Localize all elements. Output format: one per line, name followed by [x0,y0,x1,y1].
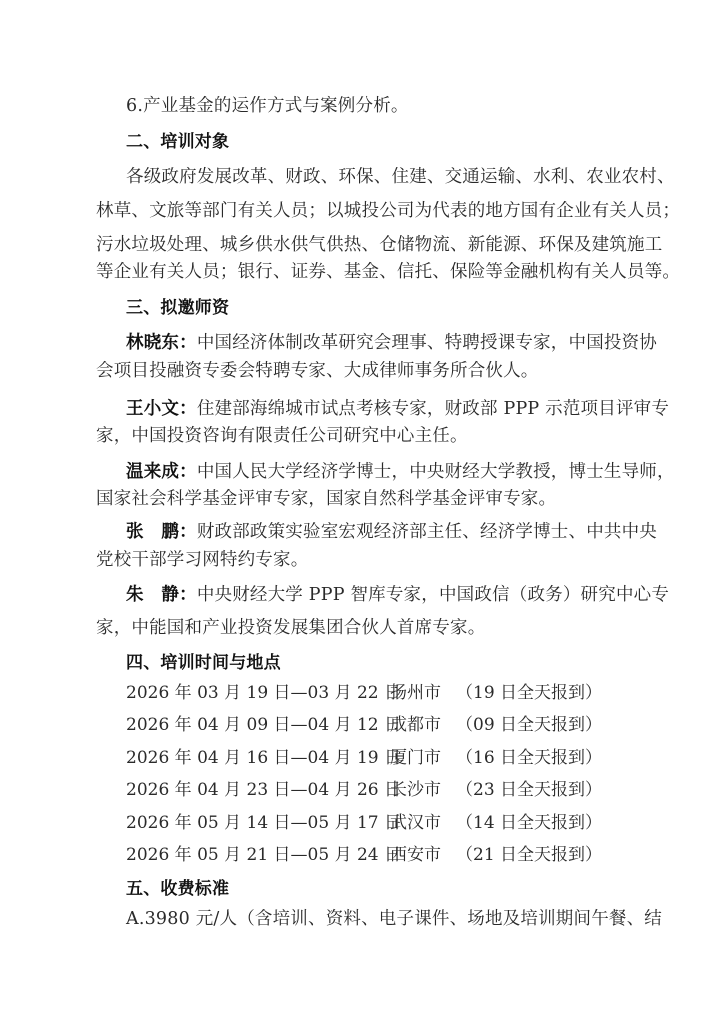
schedule-city: 长沙市 [390,780,441,800]
teacher-line-cont: 家，中国投资咨询有限责任公司研究中心主任。 [96,426,468,446]
teacher-line [126,397,670,421]
schedule-dates: 2026 年 04 月 16 日—04 月 19 日 [126,748,402,768]
intro-line: 6.产业基金的运作方式与案例分析。 [126,96,409,116]
teacher-name: 温来成： [126,462,197,482]
schedule-row [126,843,602,867]
teacher-name: 朱 静： [126,585,197,605]
fee-line: A.3980 元/人（含培训、资料、电子课件、场地及培训期间午餐、结 [126,909,662,929]
section-heading-schedule: 四、培训时间与地点 [126,653,281,673]
teacher-desc: 中国人民大学经济学博士，中央财经大学教授，博士生导师， [196,462,675,482]
schedule-city: 厦门市 [390,748,441,768]
schedule-dates: 2026 年 05 月 14 日—05 月 17 日 [126,813,402,833]
section-heading-fees: 五、收费标准 [126,879,230,899]
section-heading-teachers: 三、拟邀师资 [126,298,230,318]
paragraph-line: 等企业有关人员；银行、证券、基金、信托、保险等金融机构有关人员等。 [96,262,681,282]
schedule-row [126,778,602,802]
teacher-name: 林晓东： [126,333,197,353]
schedule-note: （16 日全天报到） [456,748,603,768]
schedule-note: （23 日全天报到） [456,780,603,800]
schedule-row [126,681,602,705]
schedule-dates: 2026 年 04 月 23 日—04 月 26 日 [126,780,402,800]
schedule-city: 西安市 [390,845,441,865]
teacher-line [126,520,666,544]
schedule-dates: 2026 年 04 月 09 日—04 月 12 日 [126,715,402,735]
schedule-note: （14 日全天报到） [456,813,603,833]
teacher-line [126,331,666,355]
teacher-desc: 中央财经大学 PPP 智库专家，中国政信（政务）研究中心专 [196,585,670,605]
paragraph-line: 各级政府发展改革、财政、环保、住建、交通运输、水利、农业农村、 [126,167,675,187]
schedule-city: 成都市 [390,715,441,735]
teacher-desc: 中国经济体制改革研究会理事、特聘授课专家，中国投资协 [196,333,658,353]
paragraph-line: 林草、文旅等部门有关人员；以城投公司为代表的地方国有企业有关人员； [96,201,681,221]
schedule-dates: 2026 年 05 月 21 日—05 月 24 日 [126,845,402,865]
teacher-name: 王小文： [126,399,197,419]
schedule-city: 扬州市 [390,683,441,703]
schedule-note: （09 日全天报到） [456,715,603,735]
schedule-row [126,811,602,835]
teacher-name: 张 鹏： [126,522,197,542]
teacher-line-cont: 国家社会科学基金评审专家，国家自然科学基金评审专家。 [96,489,557,509]
section-heading-targets: 二、培训对象 [126,132,230,152]
teacher-desc: 财政部政策实验室宏观经济部主任、经济学博士、中共中央 [196,522,658,542]
teacher-line-cont: 会项目投融资专委会特聘专家、大成律师事务所合伙人。 [96,361,539,381]
schedule-row [126,746,602,770]
teacher-line-cont: 党校干部学习网特约专家。 [96,550,309,570]
teacher-desc: 住建部海绵城市试点考核专家，财政部 PPP 示范项目评审专 [196,399,670,419]
teacher-line [126,460,675,484]
schedule-city: 武汉市 [390,813,441,833]
paragraph-line: 污水垃圾处理、城乡供水供气供热、仓储物流、新能源、环保及建筑施工 [96,235,663,255]
teacher-line-cont: 家，中能国和产业投资发展集团合伙人首席专家。 [96,618,486,638]
schedule-note: （19 日全天报到） [456,683,603,703]
schedule-dates: 2026 年 03 月 19 日—03 月 22 日 [126,683,402,703]
schedule-row [126,713,602,737]
schedule-note: （21 日全天报到） [456,845,603,865]
teacher-line [126,583,670,607]
